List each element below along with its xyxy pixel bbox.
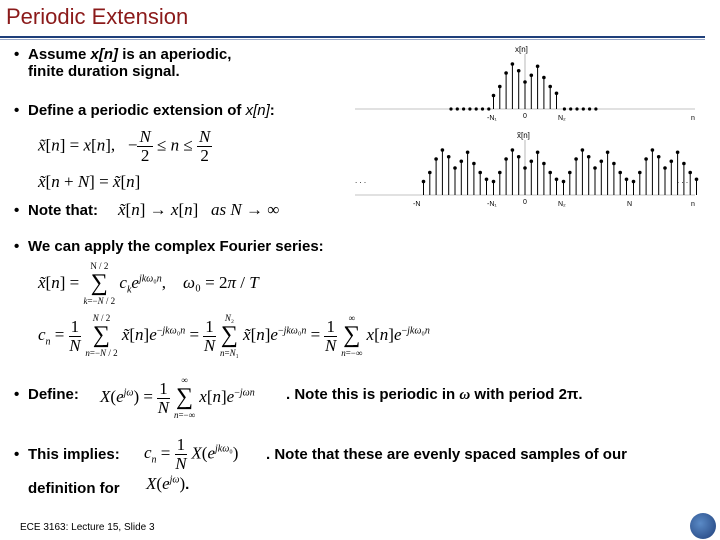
top-ylabel: x[n] (515, 45, 528, 54)
stem-dot (581, 148, 585, 152)
bullet-6-period: . (185, 476, 190, 493)
stem-dot (600, 159, 604, 163)
zero-dot (575, 107, 578, 110)
stem-dot (670, 159, 674, 163)
stem-dot (498, 171, 502, 175)
bullet-2-text-a: Define a periodic extension of (28, 102, 242, 119)
bullet-5-omega: ω (459, 387, 471, 403)
stem-dot (555, 91, 559, 95)
zero-dot (563, 107, 566, 110)
stem-dot (485, 177, 489, 181)
title-rule-thin (0, 39, 705, 40)
stem-dot (466, 150, 470, 154)
stem-dot (612, 162, 616, 166)
bottom-tick: 0 (523, 199, 527, 206)
eq-X-ref: $X(e^{j\omega})$. (146, 474, 190, 493)
stem-dot (472, 162, 476, 166)
stem-dot (478, 171, 482, 175)
bullet-3-text: Note that: (28, 202, 98, 219)
bullet-1-text-a: Assume (28, 46, 87, 63)
stem-dot (511, 148, 515, 152)
stem-plots (355, 42, 715, 212)
top-tick: N₂ (558, 115, 566, 122)
top-tick: 0 (523, 113, 527, 120)
bullet-dot-icon: • (14, 386, 20, 403)
bullet-2 (14, 102, 275, 119)
stem-dot (542, 162, 546, 166)
bottom-tick: N (627, 201, 633, 208)
stem-dot (511, 62, 515, 66)
stem-dot (517, 155, 521, 159)
eq-periodic-def: x̃[n] = x[n], − $\frac{N}{2}$ ≤ n ≤ $\frac{N}{2}$ (38, 127, 211, 165)
bullet-5-text-c: with period 2π. (474, 386, 583, 403)
stem-dot (695, 177, 699, 181)
bullet-dot-icon: • (14, 102, 20, 119)
bullet-3 (14, 202, 98, 219)
stem-dot (492, 180, 496, 184)
title-rule (0, 36, 705, 38)
stem-dot (548, 171, 552, 175)
zero-dot (449, 107, 452, 110)
stem-dot (618, 171, 622, 175)
globe-logo-icon (690, 513, 716, 539)
bullet-1-text-c: finite duration signal. (28, 63, 180, 80)
zero-dot (582, 107, 585, 110)
stem-dot (651, 148, 655, 152)
stem-dot (530, 73, 534, 77)
bullet-5-tail (286, 386, 583, 404)
stem-dot (536, 64, 540, 68)
stem-dot (638, 171, 642, 175)
stem-dot (682, 162, 686, 166)
stem-dot (504, 71, 508, 75)
bullet-6-text-c: definition for (28, 480, 120, 497)
bullet-1-text-b: is an aperiodic, (122, 46, 232, 63)
zero-dot (456, 107, 459, 110)
stem-dot (523, 166, 527, 170)
stem-dot (523, 80, 527, 84)
bullet-5-text-b: . Note this is periodic in (286, 386, 456, 403)
top-tick: -N₁ (487, 115, 497, 122)
bullet-4 (14, 238, 324, 255)
top-tick: n (691, 115, 695, 122)
bottom-tick: -N (413, 201, 421, 208)
bullet-1-xn: x[n] (90, 46, 119, 63)
stem-dot (555, 177, 559, 181)
zero-dot (481, 107, 484, 110)
stem-dot (447, 155, 451, 159)
bullet-6-text-b: . Note that these are evenly spaced samples of our (266, 446, 627, 463)
stem-dot (632, 180, 636, 184)
stem-dot (542, 76, 546, 80)
zero-dot (487, 107, 490, 110)
stem-dot (688, 171, 692, 175)
eq-samples: $c_n$ = $\frac{1}{N}$ $X(e^{jk\omega_0})$ (144, 435, 239, 473)
bottom-ellipsis-right: . . . (677, 176, 689, 185)
footer-text: ECE 3163: Lecture 15, Slide 3 (20, 522, 155, 533)
bullet-dot-icon: • (14, 238, 20, 255)
stem-dot (536, 150, 540, 154)
bullet-6-text-a: This implies: (28, 446, 120, 463)
zero-dot (569, 107, 572, 110)
bullet-dot-icon: • (14, 202, 20, 219)
stem-dot (492, 94, 496, 98)
stem-dot (568, 171, 572, 175)
slide-title: Periodic Extension (6, 4, 189, 29)
stem-dot (441, 148, 445, 152)
stem-dot (548, 85, 552, 89)
stem-dot (606, 150, 610, 154)
stem-dot (460, 159, 464, 163)
zero-dot (462, 107, 465, 110)
bullet-2-colon: : (269, 102, 275, 119)
stem-dot (574, 157, 578, 161)
stem-dot (517, 69, 521, 73)
zero-dot (475, 107, 478, 110)
bullet-5 (14, 386, 79, 403)
bullet-5-text-a: Define: (28, 386, 79, 403)
bullet-4-text: We can apply the complex Fourier series: (28, 238, 324, 255)
stem-dot (587, 155, 591, 159)
stem-dot (498, 85, 502, 89)
zero-dot (468, 107, 471, 110)
bottom-ylabel: x̃[n] (517, 131, 530, 140)
bullet-1 (14, 46, 231, 80)
stem-dot (663, 166, 667, 170)
eq-dtft-def: $X(e^{j\omega})$ = $\frac{1}{N}$ ∞ ∑ n=−∞ $x[n]e^{-j\omega n}$ (100, 375, 255, 420)
stem-dot (422, 180, 426, 184)
stem-dot (676, 150, 680, 154)
eq-coefficients: $c_n$ = $\frac{1}{N}$ N / 2 ∑ n=−N / 2 $x̃[n]e^{-jk\omega_0n}$ = $\frac{1}{N}$ N₂ ∑ n=N₁ $x̃[n]e^{-jk\omega_0n}$ = $\frac{1}{N}$ ∞ ∑ n=−∞ $x[n]e^{-jk\omega_0n}$ (38, 313, 430, 358)
bottom-tick: -N₁ (487, 201, 497, 208)
bottom-tick: N₂ (558, 201, 566, 208)
eq-limit: x̃[n] → x[n] as N → ∞ (118, 200, 280, 219)
stem-dot (453, 166, 457, 170)
stem-dot (593, 166, 597, 170)
bullet-6-line2 (28, 480, 120, 497)
bullet-2-xn: x[n] (245, 102, 270, 119)
zero-dot (588, 107, 591, 110)
stem-dot (504, 157, 508, 161)
stem-dot (625, 177, 629, 181)
eq-fourier-series: x̃[n] = N / 2 ∑ k=−N / 2 $c_ke^{jk\omega_0n}$, ω₀ = 2π / T (38, 261, 259, 306)
bullet-6-tail (266, 446, 627, 463)
stem-dot (428, 171, 432, 175)
bullet-dot-icon: • (14, 46, 20, 63)
bullet-6 (14, 446, 120, 463)
stem-dot (644, 157, 648, 161)
stem-dot (657, 155, 661, 159)
stem-dot (530, 159, 534, 163)
stem-dot (562, 180, 566, 184)
zero-dot (594, 107, 597, 110)
eq-periodicity: x̃[n + N] = x̃[n] (38, 172, 141, 191)
bottom-tick: n (691, 201, 695, 208)
bullet-dot-icon: • (14, 446, 20, 463)
bottom-ellipsis-left: . . . (355, 176, 367, 185)
stem-dot (434, 157, 438, 161)
